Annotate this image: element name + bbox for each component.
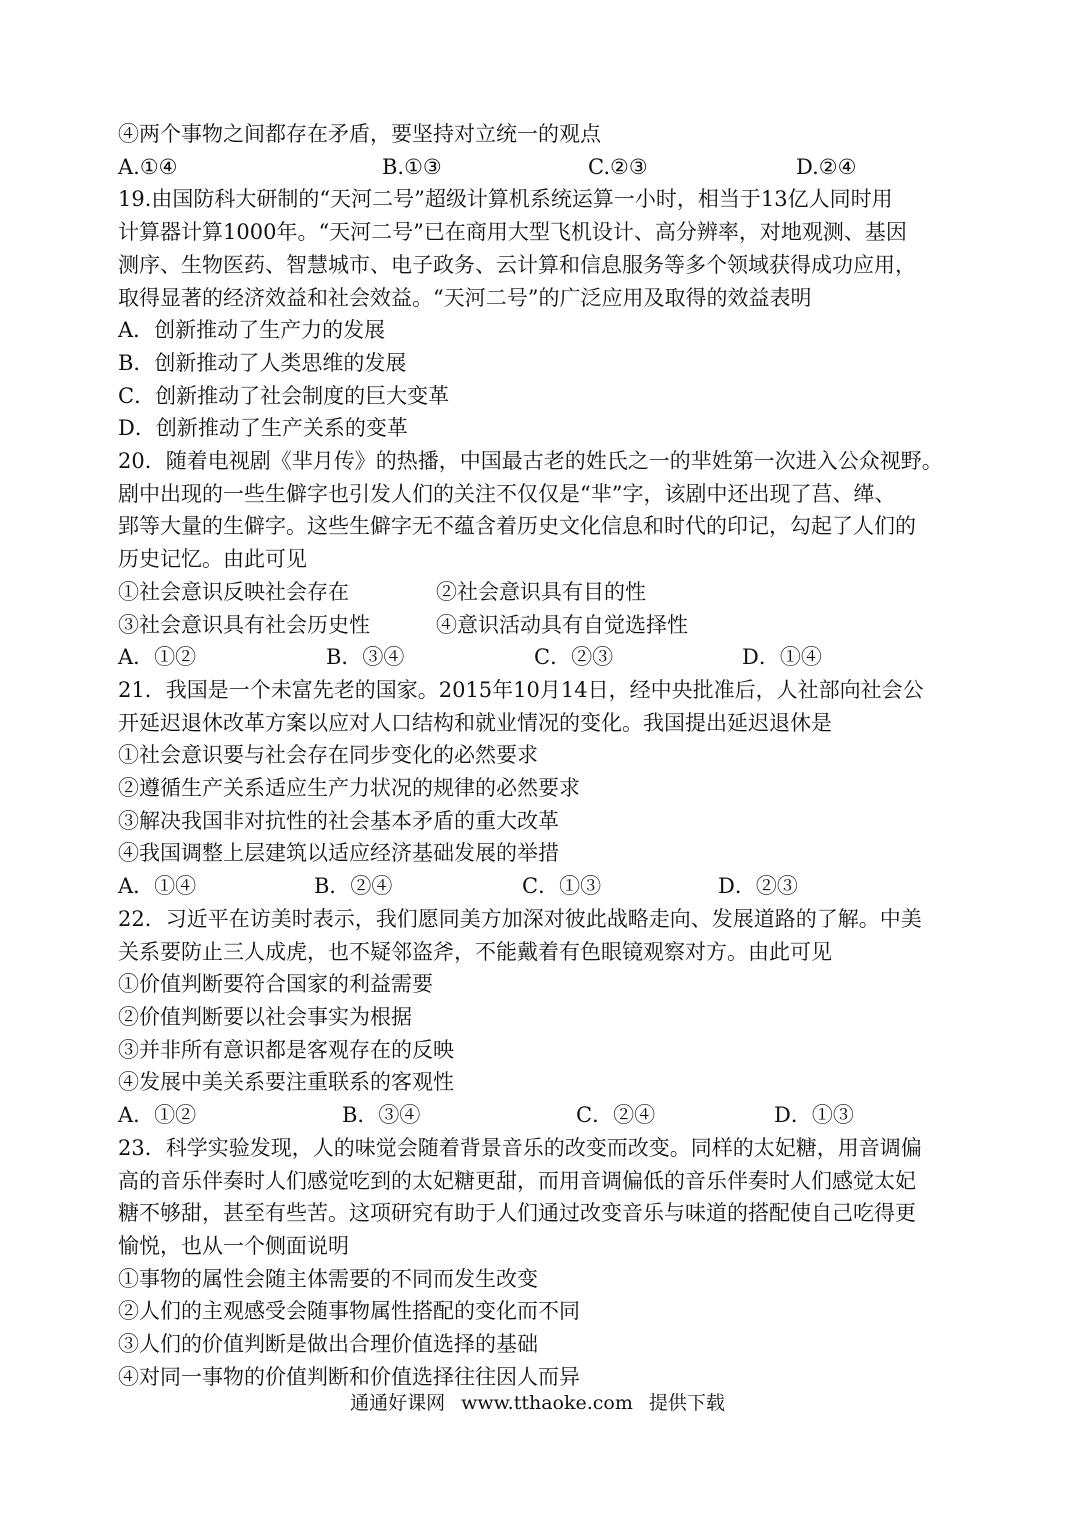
page-footer	[0, 1388, 1075, 1415]
q18-option-a: A.①④	[118, 154, 178, 179]
q18-stmt-4: ④两个事物之间都存在矛盾，要坚持对立统一的观点	[118, 122, 601, 146]
q20-option-a: A．①②	[118, 645, 197, 670]
q23-stmt-3: ③人们的价值判断是做出合理价值选择的基础	[118, 1332, 538, 1357]
q20-line-1: 20．随着电视剧《芈月传》的热播，中国最古老的姓氏之一的芈姓第一次进入公众视野。	[118, 449, 943, 474]
q21-stmt-1: ①社会意识要与社会存在同步变化的必然要求	[118, 743, 538, 768]
q20-option-d: D．①④	[742, 645, 822, 670]
footer-site-name: 通通好课网	[350, 1392, 446, 1414]
q21-option-b: B．②④	[314, 874, 393, 899]
q21-stmt-3: ③解决我国非对抗性的社会基本矛盾的重大改革	[118, 808, 559, 833]
q23-stmt-2: ②人们的主观感受会随事物属性搭配的变化而不同	[118, 1299, 580, 1324]
q20-stmt-3: ③社会意识具有社会历史性	[118, 612, 370, 637]
q22-option-b: B．③④	[342, 1103, 421, 1128]
q21-line-1: 21．我国是一个未富先老的国家。2015年10月14日，经中央批准后，人社部向社会公	[118, 677, 924, 702]
q18-option-d: D.②④	[796, 154, 857, 179]
q20-stmt-4: ④意识活动具有自觉选择性	[436, 612, 688, 637]
q22-stmt-3: ③并非所有意识都是客观存在的反映	[118, 1037, 454, 1062]
q23-stmt-4: ④对同一事物的价值判断和价值选择往往因人而异	[118, 1364, 580, 1389]
q23-line-1: 23．科学实验发现，人的味觉会随着背景音乐的改变而改变。同样的太妃糖，用音调偏	[118, 1135, 922, 1160]
q20-stmt-1: ①社会意识反映社会存在	[118, 579, 349, 604]
q22-option-c: C．②④	[576, 1103, 656, 1128]
q18-options	[118, 151, 963, 184]
q22-options	[118, 1099, 963, 1132]
q21-stmt-4: ④我国调整上层建筑以适应经济基础发展的举措	[118, 841, 559, 866]
q19-line-4: 取得显著的经济效益和社会效益。“天河二号”的广泛应用及取得的效益表明	[118, 285, 812, 310]
q21-option-a: A．①④	[118, 874, 197, 899]
q21-stmt-2: ②遵循生产关系适应生产力状况的规律的必然要求	[118, 776, 580, 801]
q22-option-d: D．①③	[774, 1103, 854, 1128]
q19-choice-b: B．创新推动了人类思维的发展	[118, 350, 407, 375]
q22-line-1: 22．习近平在访美时表示，我们愿同美方加深对彼此战略走向、发展道路的了解。中美	[118, 906, 922, 931]
q20-stmt-row-2	[118, 609, 963, 642]
question-23	[118, 1132, 963, 1394]
q19-choice-a: A．创新推动了生产力的发展	[118, 318, 386, 343]
q20-stmt-2: ②社会意识具有目的性	[436, 579, 646, 604]
q19-line-2: 计算器计算1000年。“天河二号”已在商用大型飞机设计、高分辨率，对地观测、基因	[118, 220, 907, 245]
q19-choice-d: D．创新推动了生产关系的变革	[118, 416, 408, 441]
question-20	[118, 445, 963, 674]
q20-options	[118, 641, 963, 674]
q20-line-4: 历史记忆。由此可见	[118, 547, 307, 572]
footer-url: www.tthaoke.com	[461, 1392, 633, 1414]
q19-choice-c: C．创新推动了社会制度的巨大变革	[118, 383, 450, 408]
q21-option-d: D．②③	[718, 874, 798, 899]
q21-line-2: 开延迟退休改革方案以应对人口结构和就业情况的变化。我国提出延迟退休是	[118, 710, 832, 735]
q20-option-c: C．②③	[534, 645, 614, 670]
q20-line-3: 郢等大量的生僻字。这些生僻字无不蕴含着历史文化信息和时代的印记，勾起了人们的	[118, 514, 916, 539]
q23-line-2: 高的音乐伴奏时人们感觉吃到的太妃糖更甜，而用音调偏低的音乐伴奏时人们感觉太妃	[118, 1168, 916, 1193]
q21-options	[118, 870, 963, 903]
q22-stmt-4: ④发展中美关系要注重联系的客观性	[118, 1070, 454, 1095]
q22-stmt-1: ①价值判断要符合国家的利益需要	[118, 972, 433, 997]
q22-option-a: A．①②	[118, 1103, 197, 1128]
question-22	[118, 903, 963, 1132]
question-19	[118, 183, 963, 445]
q23-line-4: 愉悦，也从一个侧面说明	[118, 1233, 349, 1258]
q22-line-2: 关系要防止三人成虎，也不疑邻盗斧，不能戴着有色眼镜观察对方。由此可见	[118, 939, 832, 964]
q19-line-3: 测序、生物医药、智慧城市、电子政务、云计算和信息服务等多个领域获得成功应用，	[118, 252, 916, 277]
q20-stmt-row-1	[118, 576, 963, 609]
q22-stmt-2: ②价值判断要以社会事实为根据	[118, 1004, 412, 1029]
q18-option-c: C.②③	[588, 154, 648, 179]
q18-option-b: B.①③	[382, 154, 442, 179]
q19-line-1: 19.由国防科大研制的“天河二号”超级计算机系统运算一小时，相当于13亿人同时用	[118, 187, 893, 212]
q23-line-3: 糖不够甜，甚至有些苦。这项研究有助于人们通过改变音乐与味道的搭配使自己吃得更	[118, 1201, 916, 1226]
q20-option-b: B．③④	[326, 645, 405, 670]
q21-option-c: C．①③	[522, 874, 602, 899]
exam-page	[118, 118, 963, 1393]
footer-suffix: 提供下载	[648, 1392, 725, 1414]
q23-stmt-1: ①事物的属性会随主体需要的不同而发生改变	[118, 1266, 538, 1291]
question-21	[118, 674, 963, 903]
q20-line-2: 剧中出现的一些生僻字也引发人们的关注不仅仅是“芈”字，该剧中还出现了莒、缂、	[118, 481, 896, 506]
